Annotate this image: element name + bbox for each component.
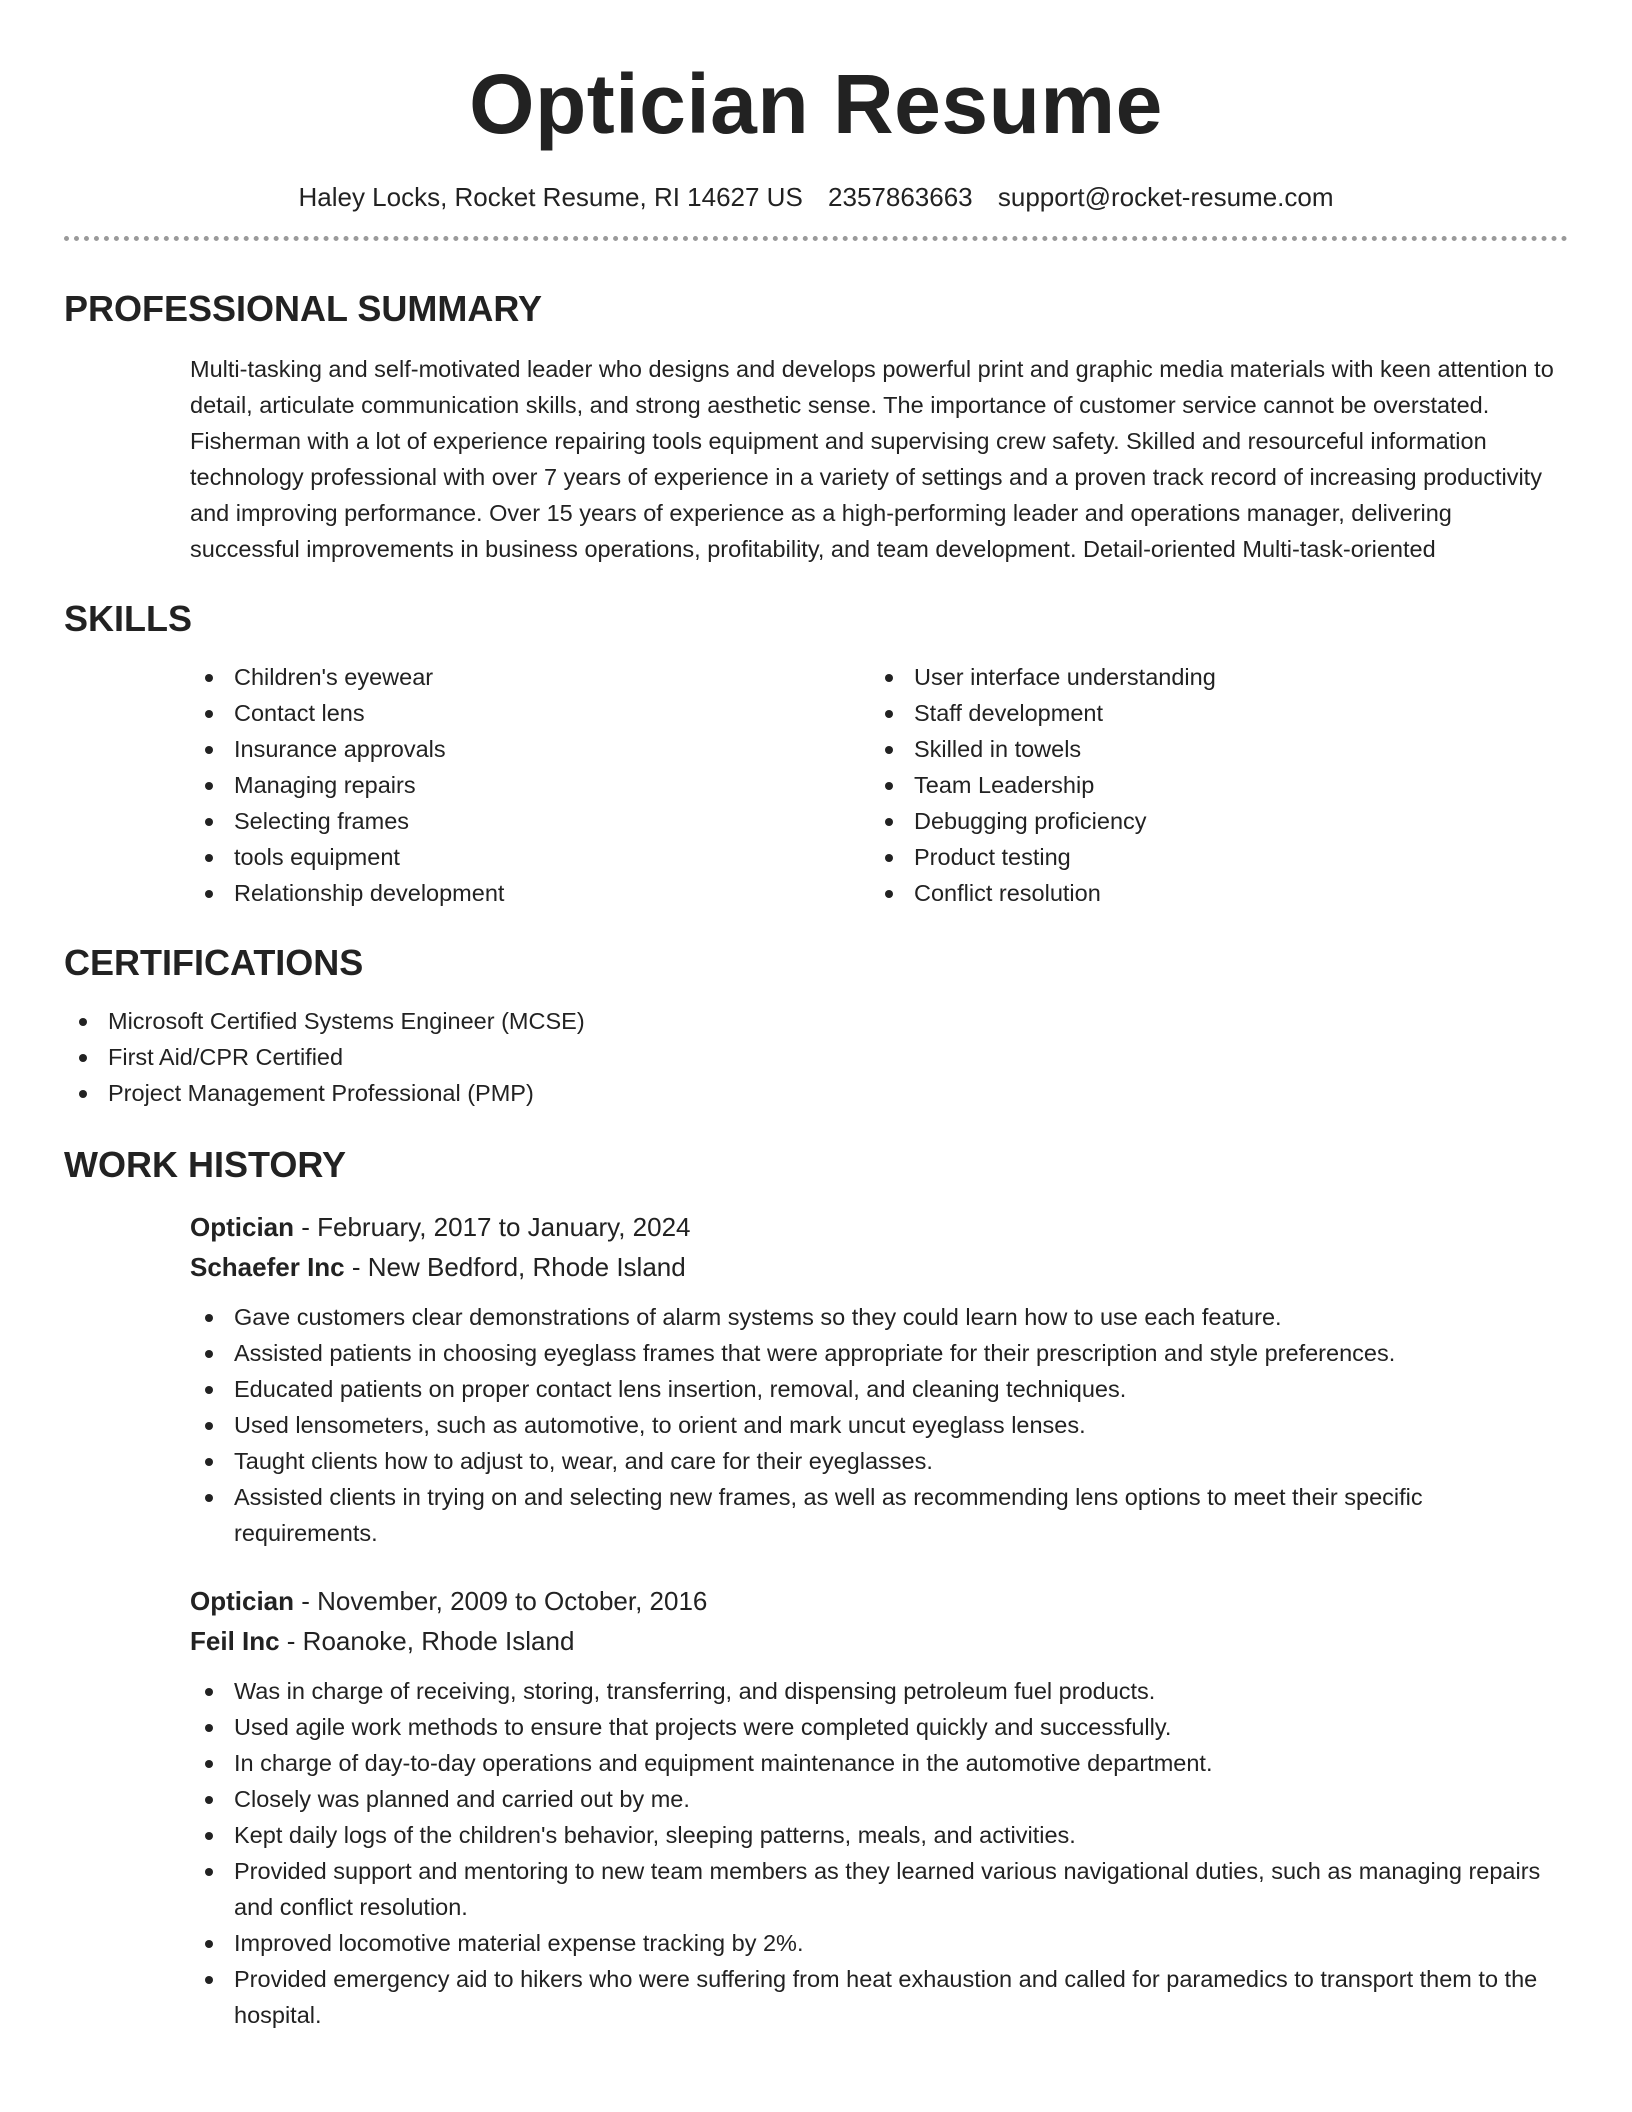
certification-item: Microsoft Certified Systems Engineer (MCSE) xyxy=(64,1003,1568,1039)
job-duty: Gave customers clear demonstrations of alarm systems so they could learn how to use each feature. xyxy=(190,1299,1568,1335)
job-duty: Kept daily logs of the children's behavior, sleeping patterns, meals, and activities. xyxy=(190,1817,1568,1853)
skills-list-right xyxy=(870,659,1550,911)
contact-phone: 2357863663 xyxy=(828,182,973,212)
certifications-heading: CERTIFICATIONS xyxy=(64,942,364,983)
skill-item: Debugging proficiency xyxy=(870,803,1550,839)
work-history-heading: WORK HISTORY xyxy=(64,1144,347,1185)
skill-item: Team Leadership xyxy=(870,767,1550,803)
job-dates: - February, 2017 to January, 2024 xyxy=(294,1212,691,1242)
skill-item: tools equipment xyxy=(190,839,870,875)
job-dates: - November, 2009 to October, 2016 xyxy=(294,1586,708,1616)
job-title: Optician xyxy=(190,1586,295,1616)
job-entry xyxy=(190,1581,1568,2033)
skill-item: Selecting frames xyxy=(190,803,870,839)
job-company-line xyxy=(190,1247,1568,1287)
certifications-section xyxy=(64,942,1568,1111)
contact-email: support@rocket-resume.com xyxy=(997,182,1334,212)
job-duties-list xyxy=(190,1673,1568,2033)
skill-item: Product testing xyxy=(870,839,1550,875)
job-duty: Provided emergency aid to hikers who were suffering from heat exhaustion and called for paramedics to transport them to the hospital. xyxy=(190,1961,1568,2033)
job-duty: Used lensometers, such as automotive, to orient and mark uncut eyeglass lenses. xyxy=(190,1407,1568,1443)
job-duty: Improved locomotive material expense tracking by 2%. xyxy=(190,1925,1568,1961)
work-history-section xyxy=(64,1144,1568,2033)
job-duty: Assisted clients in trying on and selecting new frames, as well as recommending lens options to meet their specific requirements. xyxy=(190,1479,1568,1551)
summary-section xyxy=(64,288,1568,567)
skill-item: Staff development xyxy=(870,695,1550,731)
job-duty: Used agile work methods to ensure that projects were completed quickly and successfully. xyxy=(190,1709,1568,1745)
job-location: - New Bedford, Rhode Island xyxy=(344,1252,686,1282)
contact-line xyxy=(64,184,1568,210)
summary-heading: PROFESSIONAL SUMMARY xyxy=(64,288,543,329)
skill-item: Relationship development xyxy=(190,875,870,911)
certification-item: Project Management Professional (PMP) xyxy=(64,1075,1568,1111)
skill-item: Contact lens xyxy=(190,695,870,731)
skills-section xyxy=(64,598,1568,911)
certification-item: First Aid/CPR Certified xyxy=(64,1039,1568,1075)
contact-address: Haley Locks, Rocket Resume, RI 14627 US xyxy=(298,182,803,212)
summary-text: Multi-tasking and self-motivated leader who designs and develops powerful print and graphic media materials with keen attention to detail, articulate communication skills, and strong aesthetic sense. The importance of customer service cannot be overstated. Fisherman with a lot of experience repairing tools equipment and supervising crew safety. Skilled and resourceful information technology professional with over 7 years of experience in a variety of settings and a proven track record of increasing productivity and improving performance. Over 15 years of experience as a high-performing leader and operations manager, delivering successful improvements in business operations, profitability, and team development. Detail-oriented Multi-task-oriented xyxy=(190,356,1554,562)
skill-item: Children's eyewear xyxy=(190,659,870,695)
job-duty: Closely was planned and carried out by me. xyxy=(190,1781,1568,1817)
job-duty: In charge of day-to-day operations and equipment maintenance in the automotive department. xyxy=(190,1745,1568,1781)
job-title-line xyxy=(190,1207,1568,1247)
skill-item: Conflict resolution xyxy=(870,875,1550,911)
skill-item: Insurance approvals xyxy=(190,731,870,767)
job-duty: Assisted patients in choosing eyeglass frames that were appropriate for their prescription and style preferences. xyxy=(190,1335,1568,1371)
skills-columns xyxy=(190,659,1568,911)
page-title: Optician Resume xyxy=(469,57,1163,151)
job-company: Schaefer Inc xyxy=(190,1252,345,1282)
job-location: - Roanoke, Rhode Island xyxy=(279,1626,575,1656)
job-duty: Taught clients how to adjust to, wear, and care for their eyeglasses. xyxy=(190,1443,1568,1479)
job-company-line xyxy=(190,1621,1568,1661)
skill-item: Managing repairs xyxy=(190,767,870,803)
job-title-line xyxy=(190,1581,1568,1621)
certifications-list xyxy=(64,1003,1568,1111)
job-entry xyxy=(190,1207,1568,1551)
skills-heading: SKILLS xyxy=(64,598,193,639)
job-duties-list xyxy=(190,1299,1568,1551)
job-duty: Provided support and mentoring to new team members as they learned various navigational duties, such as managing repairs and conflict resolution. xyxy=(190,1853,1568,1925)
job-company: Feil Inc xyxy=(190,1626,280,1656)
job-duty: Educated patients on proper contact lens insertion, removal, and cleaning techniques. xyxy=(190,1371,1568,1407)
skill-item: Skilled in towels xyxy=(870,731,1550,767)
skills-list-left xyxy=(190,659,870,911)
skill-item: User interface understanding xyxy=(870,659,1550,695)
job-title: Optician xyxy=(190,1212,295,1242)
header-divider xyxy=(64,236,1568,241)
job-duty: Was in charge of receiving, storing, transferring, and dispensing petroleum fuel products. xyxy=(190,1673,1568,1709)
